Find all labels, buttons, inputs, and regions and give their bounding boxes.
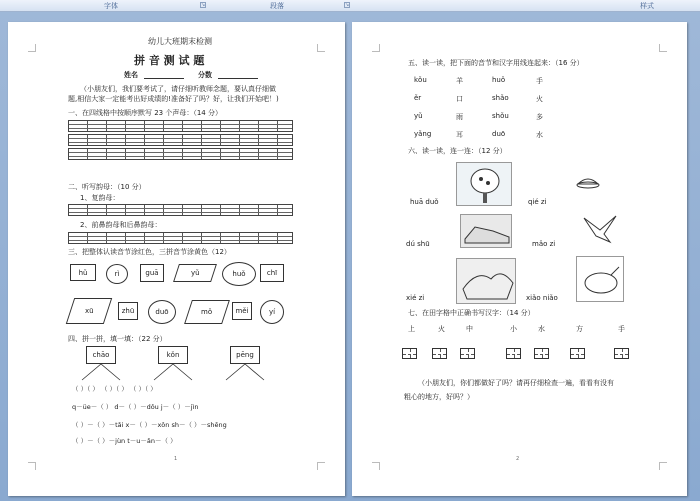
question-5: 五、读一读，把下面的音节和汉字用线连起来：（16 分） bbox=[408, 59, 584, 67]
page-number: 1 bbox=[174, 456, 178, 462]
margin-corner bbox=[317, 462, 325, 470]
eggplant-picture[interactable] bbox=[576, 256, 624, 302]
question-2-2: 2、前鼻韵母和后鼻韵母： bbox=[80, 221, 162, 229]
page-1 bbox=[8, 22, 345, 496]
question-3: 三、把整体认读音节涂红色，三拼音节涂黄色（12） bbox=[68, 248, 231, 256]
paragraph-dialog-launcher-icon[interactable]: ↘ bbox=[345, 2, 350, 8]
tianzi-cell[interactable] bbox=[534, 348, 549, 359]
hat-icon bbox=[576, 172, 600, 190]
syllable-label: duō bbox=[155, 308, 169, 316]
syllable-circle[interactable] bbox=[260, 300, 284, 324]
fill-line[interactable]: q－üe－（ ） d－（ ）－dǒu j－（ ）－jìn bbox=[72, 403, 199, 411]
syllable-label: yí bbox=[268, 308, 276, 316]
spell-box bbox=[230, 346, 260, 364]
match-pinyin-right[interactable]: shǒu bbox=[492, 112, 509, 120]
score-blank[interactable] bbox=[218, 78, 258, 79]
match-pinyin-left[interactable]: ěr bbox=[414, 94, 422, 102]
flower-icon bbox=[457, 163, 513, 207]
match-hanzi-right[interactable]: 水 bbox=[536, 131, 543, 139]
name-blank[interactable] bbox=[144, 78, 184, 79]
books-picture[interactable] bbox=[456, 258, 516, 304]
four-line-grid[interactable] bbox=[68, 204, 293, 216]
syllable-circle[interactable] bbox=[148, 300, 176, 324]
question-2: 二、听写韵母：（10 分） bbox=[68, 183, 146, 191]
four-line-grid[interactable] bbox=[68, 120, 293, 132]
syllable-circle[interactable] bbox=[106, 264, 128, 284]
syllable-label: hǔ bbox=[78, 268, 88, 277]
name-label: 姓名 bbox=[124, 71, 138, 79]
fill-line[interactable]: （ ）（ ） （ ）（ ） （ ）（ ） bbox=[72, 385, 157, 393]
match-hanzi-mid[interactable]: 口 bbox=[456, 95, 463, 103]
match-hanzi-right[interactable]: 火 bbox=[536, 95, 543, 103]
syllable-circle[interactable] bbox=[222, 262, 256, 286]
margin-corner bbox=[372, 44, 380, 52]
match-pinyin-right[interactable]: huǒ bbox=[492, 76, 506, 84]
fill-line[interactable]: （ ）－（ ）－tǎi x－（ ）－xǒn sh－（ ）－shēng bbox=[72, 421, 227, 429]
syllable-label: guā bbox=[145, 269, 159, 277]
page-subtitle: 拼 音 测 试 题 bbox=[134, 54, 205, 67]
tianzi-char: 水 bbox=[538, 325, 545, 333]
picture-label: xiǎo niǎo bbox=[526, 294, 558, 302]
branch-lines bbox=[68, 364, 288, 382]
syllable-label: yǔ bbox=[190, 269, 200, 277]
spell-box bbox=[158, 346, 188, 364]
syllable-label: huǒ bbox=[232, 270, 246, 278]
syllable-square[interactable] bbox=[70, 264, 96, 281]
hat-picture[interactable] bbox=[576, 172, 600, 190]
tianzi-cell[interactable] bbox=[614, 348, 629, 359]
tianzi-cell[interactable] bbox=[402, 348, 417, 359]
match-pinyin-right[interactable]: duō bbox=[492, 130, 506, 138]
question-1: 一、在四线格中按顺序默写 23 个声母：（14 分） bbox=[68, 109, 222, 117]
tianzi-cell[interactable] bbox=[460, 348, 475, 359]
margin-corner bbox=[372, 462, 380, 470]
picture-label: qié zi bbox=[528, 198, 547, 206]
margin-corner bbox=[659, 462, 667, 470]
syllable-label: zhū bbox=[121, 307, 135, 315]
tianzi-cell[interactable] bbox=[506, 348, 521, 359]
books-icon bbox=[457, 259, 517, 305]
syllable-label: mǒ bbox=[201, 308, 213, 316]
spell-box bbox=[86, 346, 116, 364]
ribbon-paragraph-group[interactable]: 段落 bbox=[270, 2, 284, 10]
outro-line-2: 粗心的地方，好吗？） bbox=[404, 393, 474, 401]
margin-corner bbox=[28, 462, 36, 470]
bird-picture[interactable] bbox=[580, 210, 620, 246]
match-hanzi-right[interactable]: 多 bbox=[536, 113, 543, 121]
syllable-square[interactable] bbox=[118, 302, 138, 320]
tianzi-char: 上 bbox=[408, 325, 415, 333]
font-dialog-launcher-icon[interactable]: ↘ bbox=[201, 2, 206, 8]
spell-head: chāo bbox=[92, 351, 110, 359]
picture-label: xié zi bbox=[406, 294, 425, 302]
tianzi-char: 火 bbox=[438, 325, 445, 333]
margin-corner bbox=[659, 44, 667, 52]
question-4: 四、拼一拼，填一填：（22 分） bbox=[68, 335, 167, 343]
tianzi-cell[interactable] bbox=[432, 348, 447, 359]
intro-line-1: （小朋友们，我们要考试了，请仔细听教师念题，要认真仔细做 bbox=[80, 85, 276, 93]
picture-label: dú shū bbox=[406, 240, 430, 248]
syllable-label: chī bbox=[266, 269, 278, 277]
ribbon-bar bbox=[0, 0, 700, 12]
four-line-grid[interactable] bbox=[68, 232, 293, 244]
spell-head: pēng bbox=[236, 351, 254, 359]
page-number: 2 bbox=[516, 456, 520, 462]
picture-label: mǎo zi bbox=[532, 240, 556, 248]
match-pinyin-left[interactable]: yǔ bbox=[414, 112, 423, 120]
four-line-grid[interactable] bbox=[68, 148, 293, 160]
syllable-square[interactable] bbox=[232, 302, 252, 320]
syllable-label: rì bbox=[114, 270, 120, 278]
flower-picture[interactable] bbox=[456, 162, 512, 206]
page-2 bbox=[352, 22, 687, 496]
syllable-parallelogram[interactable] bbox=[184, 300, 230, 324]
match-pinyin-right[interactable]: shǎo bbox=[492, 94, 509, 102]
picture-label: huā duǒ bbox=[410, 198, 439, 206]
bird-icon bbox=[580, 210, 620, 246]
ribbon-font-group[interactable]: 字体 bbox=[104, 2, 118, 10]
tianzi-char: 手 bbox=[618, 325, 625, 333]
match-hanzi-right[interactable]: 手 bbox=[536, 77, 543, 85]
match-hanzi-mid[interactable]: 耳 bbox=[456, 131, 463, 139]
margin-corner bbox=[28, 44, 36, 52]
shoe-icon bbox=[461, 215, 513, 249]
syllable-parallelogram[interactable] bbox=[66, 298, 112, 324]
match-hanzi-mid[interactable]: 雨 bbox=[456, 113, 463, 121]
question-2-1: 1、复韵母： bbox=[80, 194, 120, 202]
syllable-square[interactable] bbox=[140, 264, 164, 282]
outro-line-1: （小朋友们，你们都做好了吗？请再仔细检查一遍，看看有没有 bbox=[418, 379, 614, 387]
eggplant-icon bbox=[577, 257, 625, 303]
syllable-label: měi bbox=[235, 307, 249, 315]
syllable-square[interactable] bbox=[260, 264, 284, 282]
tianzi-char: 小 bbox=[510, 325, 517, 333]
tianzi-cell[interactable] bbox=[570, 348, 585, 359]
intro-line-2: 题,相信大家一定能考出好成绩的!准备好了吗？好，让我们开始吧！) bbox=[68, 95, 279, 103]
match-pinyin-left[interactable]: kǒu bbox=[414, 76, 427, 84]
shoe-picture[interactable] bbox=[460, 214, 512, 248]
tianzi-char: 方 bbox=[576, 325, 583, 333]
page-title: 幼儿大班期末检测 bbox=[148, 37, 212, 46]
match-pinyin-left[interactable]: yǎng bbox=[414, 130, 432, 138]
fill-line[interactable]: （ ）－（ ）－jùn t－u－ǎn－（ ） bbox=[72, 437, 177, 445]
four-line-grid[interactable] bbox=[68, 134, 293, 146]
tianzi-char: 中 bbox=[466, 325, 473, 333]
ribbon-styles-group[interactable]: 样式 bbox=[640, 2, 654, 10]
syllable-label: xū bbox=[84, 307, 94, 315]
syllable-parallelogram[interactable] bbox=[173, 264, 217, 282]
match-hanzi-mid[interactable]: 羊 bbox=[456, 77, 463, 85]
margin-corner bbox=[317, 44, 325, 52]
question-7: 七、在田字格中正确书写汉字：（14 分） bbox=[408, 309, 535, 317]
spell-head: kǒn bbox=[166, 351, 180, 359]
score-label: 分数 bbox=[198, 71, 212, 79]
question-6: 六、读一读，连一连：（12 分） bbox=[408, 147, 507, 155]
